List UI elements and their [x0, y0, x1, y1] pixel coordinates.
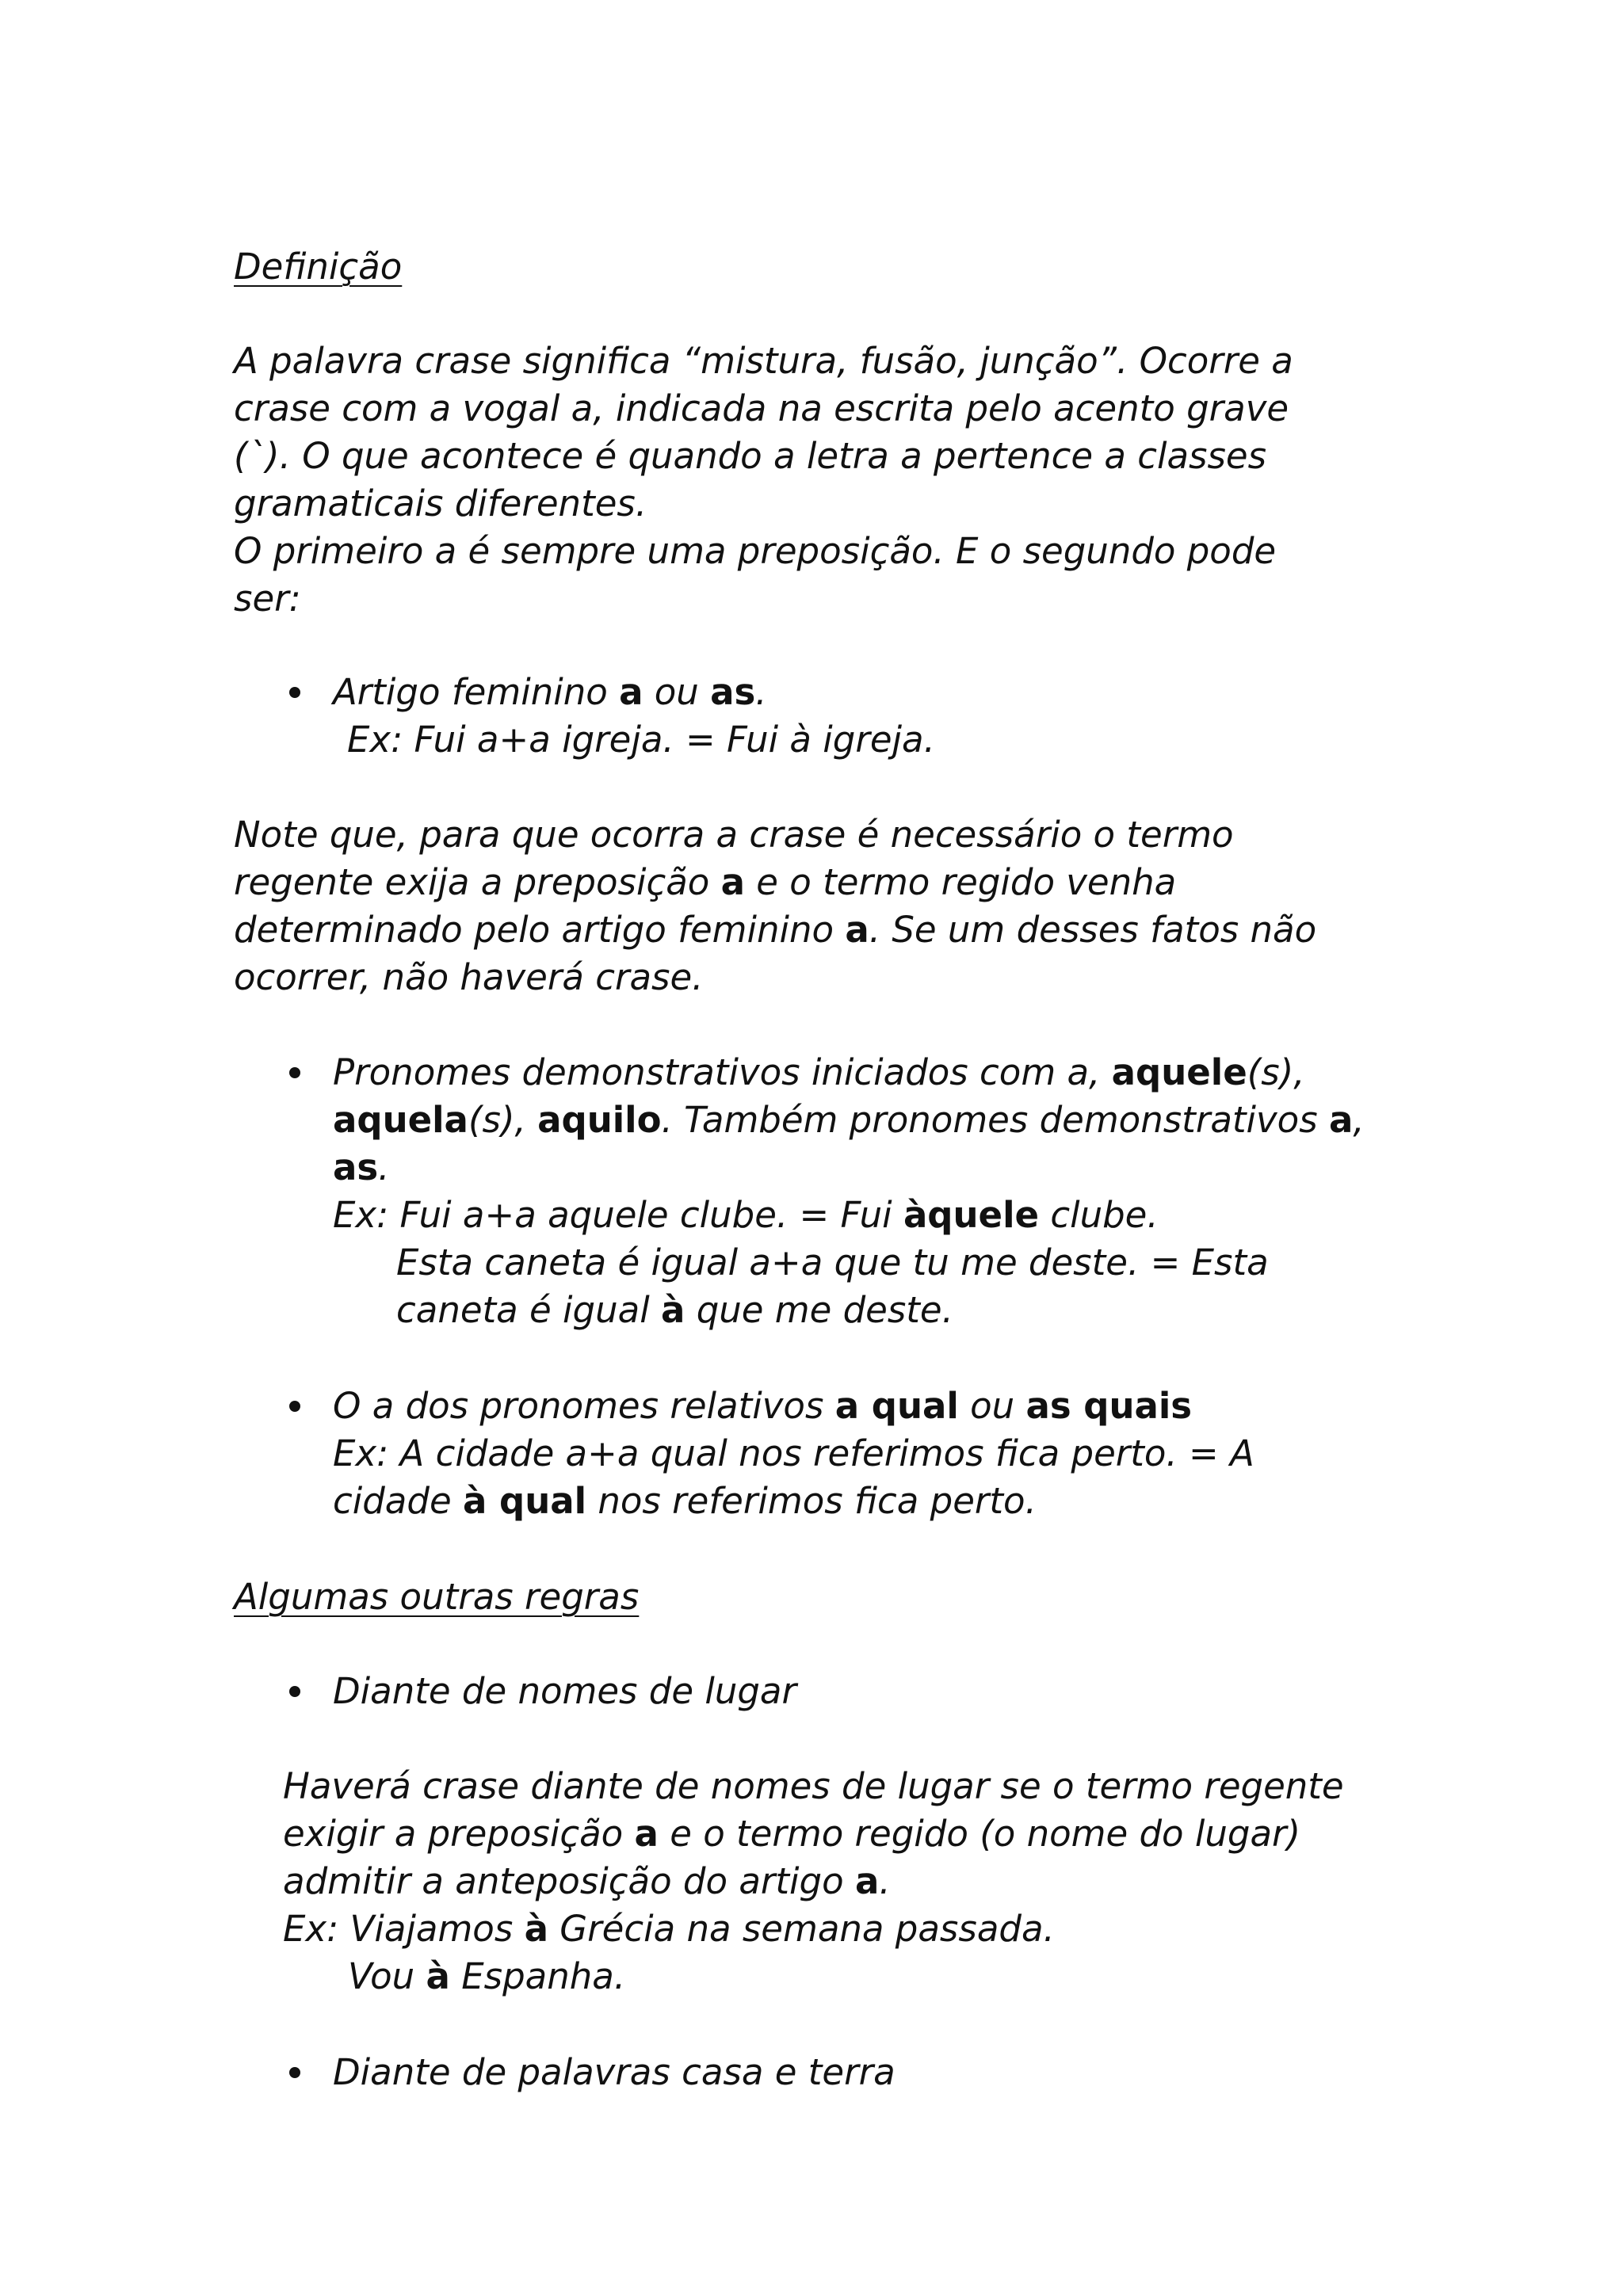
- intro-line: ser:: [234, 578, 301, 620]
- example-line: Ex: Viajamos à Grécia na semana passada.: [283, 1908, 1055, 1950]
- example-line: cidade à qual nos referimos fica perto.: [333, 1480, 1037, 1522]
- intro-line: O primeiro a é sempre uma preposição. E o segundo pode: [234, 530, 1277, 572]
- intro-line: gramaticais diferentes.: [234, 482, 647, 524]
- bullet-artigo-feminino: Artigo feminino a ou as. Ex: Fui a+a igreja. = Fui à igreja.: [333, 669, 1537, 764]
- heading-outras-regras: Algumas outras regras: [234, 1576, 640, 1618]
- bullet-pronomes-relativos: O a dos pronomes relativos a qual ou as quais Ex: A cidade a+a qual nos referimos fica perto. = A cidade à qual nos referimos fica perto.: [333, 1383, 1537, 1525]
- intro-paragraph: [234, 338, 1438, 623]
- example-line: Vou à Espanha.: [348, 1955, 626, 1997]
- example-line: Ex: A cidade a+a qual nos referimos fica perto. = A: [333, 1432, 1254, 1474]
- bullet-icon: [289, 687, 300, 698]
- intro-line: crase com a vogal a, indicada na escrita pelo acento grave: [234, 387, 1289, 429]
- note-paragraph: Note que, para que ocorra a crase é necessário o termo regente exija a preposição a e o termo regido venha determinado pelo artigo feminino a. Se um desses fatos não ocorrer, não haverá crase.: [234, 814, 1317, 998]
- bullet-pronomes-demonstrativos: Pronomes demonstrativos iniciados com a, aquele(s), aquela(s), aquilo. Também pronomes demonstrativos a, as. Ex: Fui a+a aquele clube. = Fui àquele clube. Esta caneta é igual a+a que tu me deste. = Esta caneta é igual à que me deste.: [333, 1049, 1537, 1334]
- example-line: Esta caneta é igual a+a que tu me deste. = Esta: [396, 1241, 1269, 1283]
- bullet-nomes-de-lugar: Diante de nomes de lugar: [333, 1670, 796, 1712]
- bullet-icon: [289, 1401, 300, 1412]
- example-line: Ex: Fui a+a aquele clube. = Fui àquele clube.: [333, 1194, 1159, 1236]
- bullet-casa-e-terra: Diante de palavras casa e terra: [333, 2051, 896, 2093]
- intro-line: A palavra crase significa “mistura, fusão, junção”. Ocorre a: [234, 340, 1293, 382]
- nomes-de-lugar-paragraph: Haverá crase diante de nomes de lugar se o termo regente exigir a preposição a e o termo regido (o nome do lugar) admitir a anteposição do artigo a. Ex: Viajamos à Grécia na semana passada. Vou à Espanha.: [283, 1763, 1487, 2000]
- example-line: Ex: Fui a+a igreja. = Fui à igreja.: [347, 719, 935, 761]
- bullet-icon: [289, 2067, 300, 2078]
- bullet-icon: [289, 1067, 300, 1078]
- example-line: caneta é igual à que me deste.: [396, 1289, 953, 1331]
- bullet-icon: [289, 1686, 300, 1697]
- intro-line: (`). O que acontece é quando a letra a pertence a classes: [234, 435, 1267, 477]
- heading-definicao: Definição: [234, 246, 403, 288]
